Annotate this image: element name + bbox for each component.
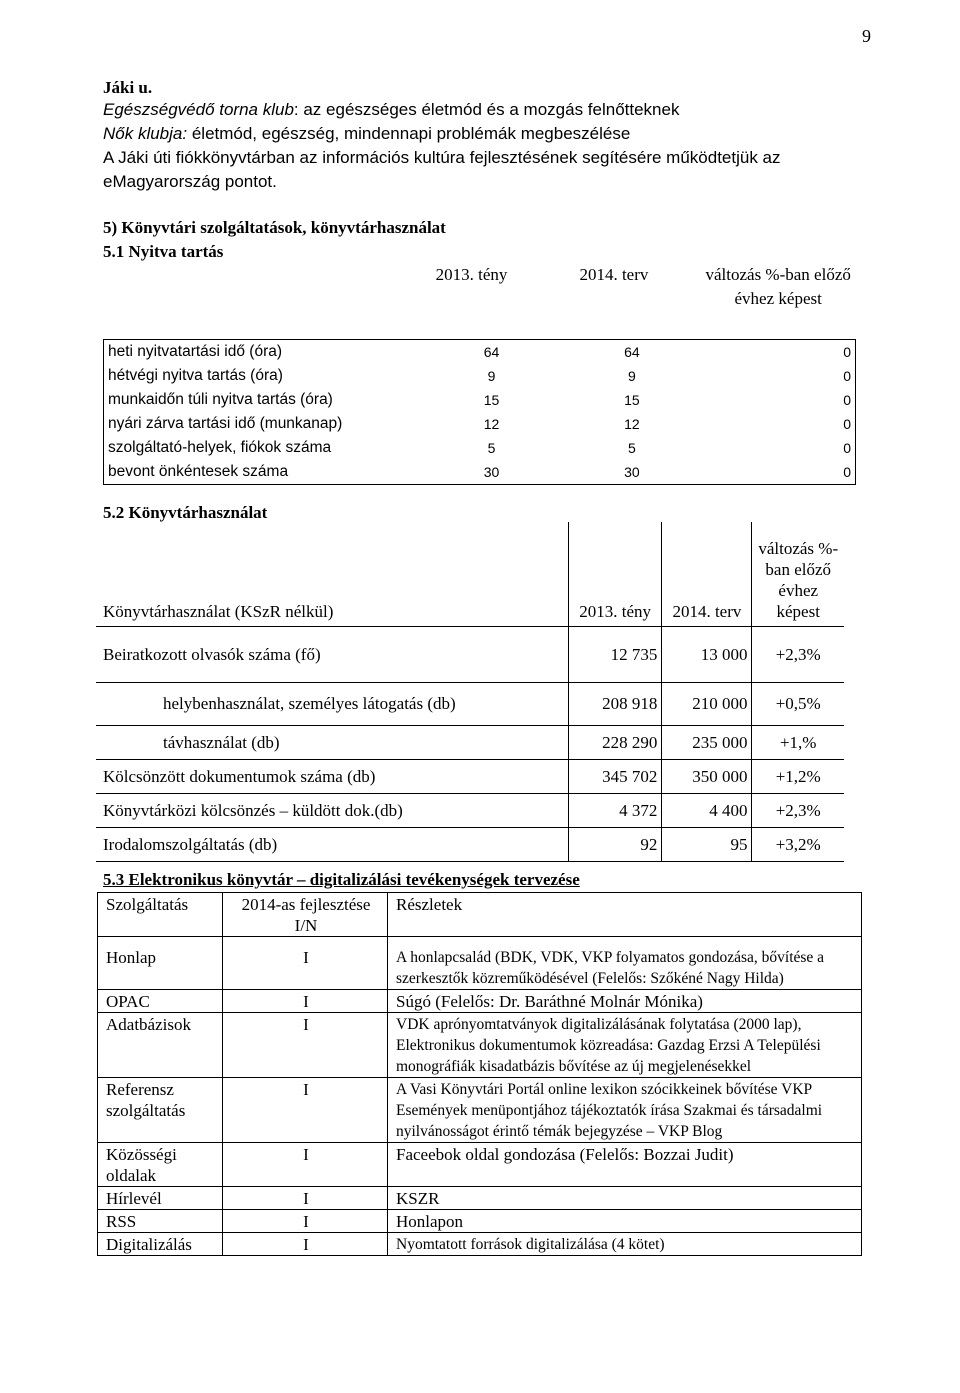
header-details: Részletek bbox=[388, 893, 862, 937]
intro-line-4: eMagyarország pontot. bbox=[103, 172, 277, 191]
row-label: nyári zárva tartási idő (munkanap) bbox=[104, 412, 421, 436]
service-details: Súgó (Felelős: Dr. Baráthné Molnár Mónika) bbox=[388, 990, 862, 1013]
service-name: OPAC bbox=[98, 990, 223, 1013]
table-header-row bbox=[104, 263, 856, 340]
table-row bbox=[98, 937, 862, 990]
table-row bbox=[96, 726, 844, 760]
table-row bbox=[104, 412, 856, 436]
service-name: Közösségi oldalak bbox=[98, 1143, 223, 1187]
cell-2014: 13 000 bbox=[662, 627, 752, 683]
library-usage-table bbox=[96, 522, 844, 862]
service-details: Honlapon bbox=[388, 1210, 862, 1233]
table-header-row bbox=[96, 522, 844, 627]
service-name: RSS bbox=[98, 1210, 223, 1233]
cell-change: 0 bbox=[701, 340, 856, 365]
table-row bbox=[104, 436, 856, 460]
cell-2014: 210 000 bbox=[662, 683, 752, 726]
header-usage: Könyvtárhasználat (KSzR nélkül) bbox=[103, 602, 334, 621]
cell-change: +1,2% bbox=[752, 760, 844, 794]
cell-2013: 15 bbox=[483, 392, 500, 408]
table-row bbox=[98, 1143, 862, 1187]
cell-2014: 9 bbox=[628, 368, 636, 384]
cell-2013: 12 bbox=[483, 416, 500, 432]
row-label: Kölcsönzött dokumentumok száma (db) bbox=[96, 760, 568, 794]
service-name: Hírlevél bbox=[98, 1187, 223, 1210]
header-development: 2014-as fejlesztése I/N bbox=[223, 893, 388, 937]
cell-change: +2,3% bbox=[752, 627, 844, 683]
development-flag: I bbox=[223, 937, 388, 990]
row-label: Beiratkozott olvasók száma (fő) bbox=[96, 627, 568, 683]
cell-2014: 30 bbox=[624, 464, 640, 480]
header-service: Szolgáltatás bbox=[98, 893, 223, 937]
header-2013: 2013. tény bbox=[435, 265, 508, 284]
opening-hours-table bbox=[103, 263, 856, 485]
cell-change: 0 bbox=[701, 460, 856, 485]
service-details: Nyomtatott források digitalizálása (4 kötet) bbox=[388, 1233, 862, 1256]
table-row bbox=[96, 828, 844, 862]
row-label: heti nyitvatartási idő (óra) bbox=[104, 340, 421, 365]
intro-line-2 bbox=[103, 124, 630, 144]
header-2014: 2014. terv bbox=[662, 522, 752, 627]
service-details: Faceebok oldal gondozása (Felelős: Bozzai Judit) bbox=[388, 1143, 862, 1187]
development-flag: I bbox=[223, 1078, 388, 1143]
row-label: Irodalomszolgáltatás (db) bbox=[96, 828, 568, 862]
cell-2014: 235 000 bbox=[662, 726, 752, 760]
table-row bbox=[96, 794, 844, 828]
cell-2013: 228 290 bbox=[568, 726, 662, 760]
cell-2014: 12 bbox=[624, 416, 640, 432]
cell-2013: 5 bbox=[487, 440, 496, 456]
table-row bbox=[96, 627, 844, 683]
service-details: A Vasi Könyvtári Portál online lexikon szócikkeinek bővítése VKP Események menüpontjához tájékoztatók írása Szakmai és társadalmi nyilvánosságot érintő témák bejegyzése – VKP Blog bbox=[388, 1078, 862, 1143]
service-name: Adatbázisok bbox=[98, 1013, 223, 1078]
row-label: munkaidőn túli nyitva tartás (óra) bbox=[104, 388, 421, 412]
development-flag: I bbox=[223, 990, 388, 1013]
cell-2014: 95 bbox=[662, 828, 752, 862]
header-2014: 2014. terv bbox=[579, 265, 649, 284]
table-row bbox=[104, 364, 856, 388]
cell-2014: 64 bbox=[624, 344, 640, 360]
row-label: szolgáltató-helyek, fiókok száma bbox=[104, 436, 421, 460]
intro-line-1 bbox=[103, 100, 679, 120]
table-row bbox=[98, 1078, 862, 1143]
cell-2013: 4 372 bbox=[568, 794, 662, 828]
table-row bbox=[98, 1210, 862, 1233]
header-change: változás %-ban előző évhez képest bbox=[705, 265, 851, 308]
club-desc-2: életmód, egészség, mindennapi problémák megbeszélése bbox=[187, 124, 631, 143]
cell-2014: 350 000 bbox=[662, 760, 752, 794]
cell-change: +2,3% bbox=[752, 794, 844, 828]
page-number: 9 bbox=[862, 26, 871, 46]
club-name-2: Nők klubja: bbox=[103, 124, 188, 143]
table-row bbox=[98, 1233, 862, 1256]
cell-2013: 30 bbox=[483, 464, 500, 480]
table-row bbox=[104, 388, 856, 412]
cell-change: +3,2% bbox=[752, 828, 844, 862]
cell-change: 0 bbox=[701, 412, 856, 436]
branch-heading: Jáki u. bbox=[103, 78, 153, 97]
row-label: helybenhasználat, személyes látogatás (db) bbox=[96, 683, 568, 726]
cell-change: 0 bbox=[701, 436, 856, 460]
service-name: Digitalizálás bbox=[98, 1233, 223, 1256]
table-row bbox=[98, 1187, 862, 1210]
section-5-2-title: 5.2 Könyvtárhasználat bbox=[103, 503, 268, 522]
row-label: Könyvtárközi kölcsönzés – küldött dok.(db) bbox=[96, 794, 568, 828]
service-name: Honlap bbox=[98, 937, 223, 990]
club-desc-1: : az egészséges életmód és a mozgás felnőtteknek bbox=[293, 100, 680, 119]
table-row bbox=[96, 760, 844, 794]
row-label: távhasználat (db) bbox=[96, 726, 568, 760]
table-row bbox=[104, 460, 856, 485]
cell-2013: 345 702 bbox=[568, 760, 662, 794]
cell-2013: 12 735 bbox=[568, 627, 662, 683]
header-2013: 2013. tény bbox=[568, 522, 662, 627]
e-library-table bbox=[97, 892, 862, 1256]
table-row bbox=[96, 683, 844, 726]
header-empty bbox=[104, 263, 421, 340]
table-row bbox=[98, 1013, 862, 1078]
development-flag: I bbox=[223, 1210, 388, 1233]
cell-2014: 4 400 bbox=[662, 794, 752, 828]
section-5-1-title: 5.1 Nyitva tartás bbox=[103, 242, 224, 261]
section-5-3-title: 5.3 Elektronikus könyvtár – digitalizálási tevékenységek tervezése bbox=[103, 870, 580, 889]
section-5-title: 5) Könyvtári szolgáltatások, könyvtárhasználat bbox=[103, 218, 446, 237]
service-name: Referensz szolgáltatás bbox=[98, 1078, 223, 1143]
row-label: bevont önkéntesek száma bbox=[104, 460, 421, 485]
development-flag: I bbox=[223, 1013, 388, 1078]
cell-change: 0 bbox=[701, 388, 856, 412]
table-header-row bbox=[98, 893, 862, 937]
service-details: VDK aprónyomtatványok digitalizálásának folytatása (2000 lap), Elektronikus dokumentumok közreadása: Gazdag Erzsi A Települési monográfiák kisadatbázis bővítése az új megjelenésekkel bbox=[388, 1013, 862, 1078]
header-change: változás %-ban előző évhez képest bbox=[752, 522, 844, 627]
development-flag: I bbox=[223, 1187, 388, 1210]
row-label: hétvégi nyitva tartás (óra) bbox=[104, 364, 421, 388]
service-details: KSZR bbox=[388, 1187, 862, 1210]
cell-2014: 15 bbox=[624, 392, 640, 408]
cell-change: +0,5% bbox=[752, 683, 844, 726]
development-flag: I bbox=[223, 1143, 388, 1187]
cell-2013: 64 bbox=[483, 344, 500, 360]
service-details: A honlapcsalád (BDK, VDK, VKP folyamatos gondozása, bővítése a szerkesztők közreműködésével (Felelős: Szőkéné Nagy Hilda) bbox=[388, 937, 862, 990]
cell-2013: 92 bbox=[568, 828, 662, 862]
table-row bbox=[104, 340, 856, 365]
intro-line-3: A Jáki úti fiókkönyvtárban az információs kultúra fejlesztésének segítésére működtetjük az bbox=[103, 148, 781, 167]
table-row bbox=[98, 990, 862, 1013]
cell-change: +1,% bbox=[752, 726, 844, 760]
club-name-1: Egészségvédő torna klub bbox=[103, 100, 294, 119]
cell-2014: 5 bbox=[628, 440, 636, 456]
development-flag: I bbox=[223, 1233, 388, 1256]
cell-2013: 208 918 bbox=[568, 683, 662, 726]
cell-change: 0 bbox=[701, 364, 856, 388]
cell-2013: 9 bbox=[487, 368, 496, 384]
